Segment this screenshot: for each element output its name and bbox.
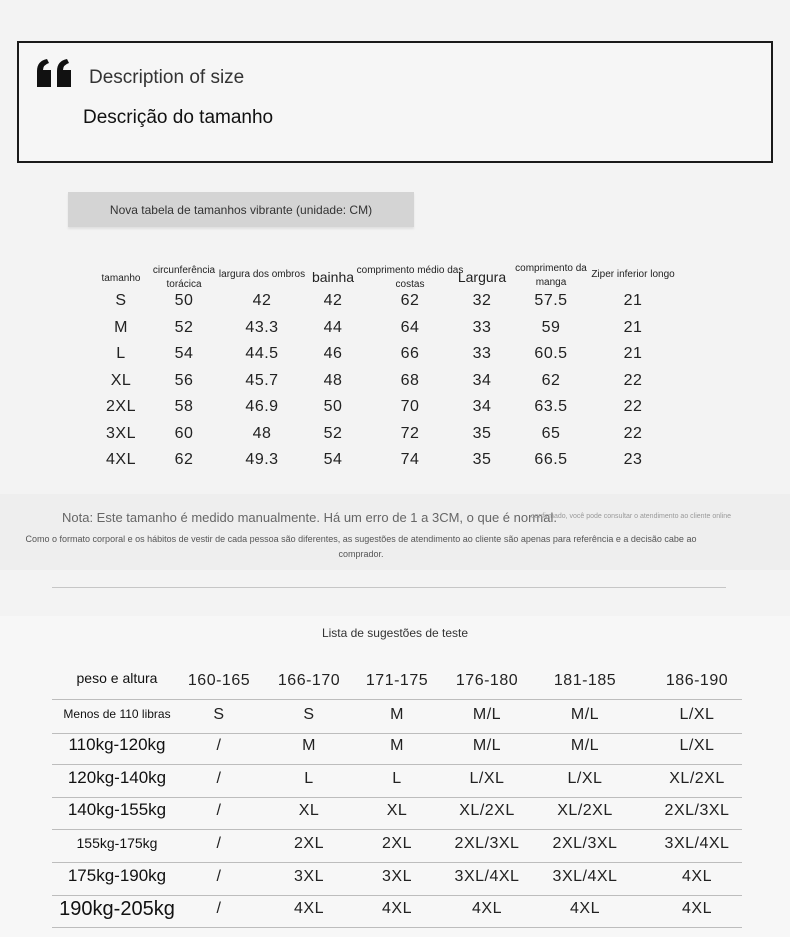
recommendation-size-cell: XL/2XL bbox=[669, 770, 725, 787]
size-table-cell: 44 bbox=[323, 318, 343, 336]
size-table-row bbox=[80, 398, 700, 424]
recommendation-size-cell: L/XL bbox=[679, 706, 715, 723]
recommendation-size-cell: / bbox=[216, 835, 222, 852]
recommendation-row-label: 140kg-155kg bbox=[67, 800, 167, 819]
recommendation-size-cell: L bbox=[392, 770, 402, 787]
recommendation-size-cell: 2XL bbox=[382, 835, 412, 852]
recommendation-size-cell: 4XL bbox=[382, 900, 412, 917]
recommendation-row-label: 175kg-190kg bbox=[67, 866, 167, 885]
recommendation-size-cell: 2XL/3XL bbox=[664, 802, 730, 819]
recommendation-row bbox=[52, 831, 742, 863]
size-table-cell: 4XL bbox=[106, 451, 136, 468]
size-table-cell: 66.5 bbox=[534, 451, 568, 468]
size-table-cell: 49.3 bbox=[245, 451, 279, 468]
note-small-text: confirmado, você pode consultar o atendimento ao cliente online bbox=[531, 513, 732, 520]
size-table-cell: 46 bbox=[323, 345, 343, 362]
recommendation-row-label: 155kg-175kg bbox=[76, 835, 158, 851]
size-table-row bbox=[80, 292, 700, 318]
title-english: Description of size bbox=[89, 67, 245, 88]
recommendation-title: Lista de sugestões de teste bbox=[321, 626, 469, 640]
size-table-cell: 60.5 bbox=[534, 345, 568, 362]
recommendation-size-cell: 3XL bbox=[382, 868, 412, 885]
size-table-cell: XL bbox=[110, 371, 132, 389]
size-table-cell: 46.9 bbox=[245, 398, 279, 415]
recommendation-size-cell: 2XL/3XL bbox=[454, 835, 520, 852]
size-table-row bbox=[80, 425, 700, 451]
recommendation-size-cell: 4XL bbox=[472, 900, 502, 917]
size-table-row bbox=[80, 372, 700, 398]
recommendation-row bbox=[52, 702, 742, 734]
recommendation-row bbox=[52, 766, 742, 798]
size-table-cell: 33 bbox=[472, 345, 492, 362]
size-table-cell: 58 bbox=[174, 398, 194, 415]
recommendation-size-cell: / bbox=[216, 802, 222, 819]
size-table-cell: 2XL bbox=[106, 398, 136, 415]
size-table-cell: 63.5 bbox=[534, 398, 568, 415]
note-section bbox=[0, 494, 790, 570]
size-table-cell: 44.5 bbox=[245, 345, 279, 362]
size-table-row bbox=[80, 451, 700, 477]
size-table-header-6: comprimento da manga bbox=[515, 263, 587, 288]
size-table-cell: 54 bbox=[323, 451, 343, 468]
size-table-cell: 50 bbox=[174, 292, 194, 309]
row-separator bbox=[52, 829, 742, 830]
size-table-cell: 50 bbox=[323, 398, 343, 415]
size-table-cell: 48 bbox=[252, 424, 272, 442]
recommendation-size-cell: M bbox=[390, 737, 404, 754]
size-table-cell: 43.3 bbox=[245, 318, 279, 336]
recommendation-size-cell: L/XL bbox=[469, 770, 505, 787]
size-table-cell: 70 bbox=[400, 398, 420, 415]
size-table-cell: 22 bbox=[623, 424, 643, 442]
recommendation-height-range: 176-180 bbox=[455, 672, 519, 689]
header-box bbox=[17, 41, 773, 163]
size-table-cell: 65 bbox=[541, 424, 561, 442]
size-table-cell: 42 bbox=[252, 292, 272, 309]
size-table-banner: Nova tabela de tamanhos vibrante (unidade: CM) bbox=[68, 192, 414, 227]
recommendation-height-range: 171-175 bbox=[365, 672, 429, 689]
size-table-header-2: largura dos ombros bbox=[218, 269, 306, 280]
recommendation-size-cell: 4XL bbox=[294, 900, 324, 917]
size-table-cell: 74 bbox=[400, 451, 420, 468]
size-table-header-4: comprimento médio das costas bbox=[356, 265, 464, 290]
size-table-cell: 23 bbox=[623, 451, 643, 468]
size-table-cell: 52 bbox=[323, 424, 343, 442]
size-table-cell: S bbox=[115, 292, 127, 309]
recommendation-size-cell: L/XL bbox=[567, 770, 603, 787]
size-table-header-1: circunferência torácica bbox=[152, 265, 216, 290]
recommendation-row-label: 110kg-120kg bbox=[68, 735, 166, 754]
size-table-cell: 35 bbox=[472, 451, 492, 468]
recommendation-size-cell: L/XL bbox=[679, 737, 715, 754]
quote-icon bbox=[35, 57, 75, 87]
row-separator bbox=[52, 764, 742, 765]
size-table-header-5: Largura bbox=[457, 269, 507, 285]
note-main-text: Nota: Este tamanho é medido manualmente. Há um erro de 1 a 3CM, o que é normal. bbox=[62, 510, 557, 525]
size-table-cell: 60 bbox=[174, 424, 194, 442]
recommendation-size-cell: 3XL/4XL bbox=[664, 835, 730, 852]
size-table-cell: 35 bbox=[472, 424, 492, 442]
recommendation-size-cell: L bbox=[304, 770, 314, 787]
size-table-cell: 68 bbox=[400, 371, 420, 389]
recommendation-size-cell: S bbox=[213, 706, 225, 723]
recommendation-size-cell: M bbox=[390, 706, 404, 723]
size-table-cell: 21 bbox=[623, 345, 643, 362]
size-table-cell: 22 bbox=[623, 398, 643, 415]
size-table-header-0: tamanho bbox=[101, 273, 141, 284]
size-table-cell: 62 bbox=[541, 371, 561, 389]
size-table-header-3: bainha bbox=[311, 269, 355, 285]
recommendation-size-cell: / bbox=[216, 900, 222, 917]
note-body-text: Como o formato corporal e os hábitos de vestir de cada pessoa são diferentes, as sugestões de atendimento ao cliente são apenas para referência e a decisão cabe ao comprador. bbox=[25, 534, 697, 559]
size-table-cell: 3XL bbox=[106, 424, 136, 442]
title-portuguese: Descrição do tamanho bbox=[83, 107, 274, 128]
recommendation-size-cell: XL/2XL bbox=[459, 802, 515, 819]
recommendation-size-cell: XL/2XL bbox=[557, 802, 613, 819]
recommendation-size-cell: M/L bbox=[472, 737, 502, 754]
size-table-cell: 57.5 bbox=[534, 292, 568, 309]
recommendation-header-row bbox=[52, 668, 742, 700]
size-table-cell: 62 bbox=[174, 451, 194, 468]
recommendation-size-cell: M/L bbox=[570, 737, 600, 754]
size-table-cell: 22 bbox=[623, 371, 643, 389]
recommendation-size-cell: M/L bbox=[472, 706, 502, 723]
size-table-cell: 52 bbox=[174, 318, 194, 336]
recommendation-size-cell: M bbox=[302, 737, 316, 754]
size-table-cell: 56 bbox=[174, 371, 194, 389]
size-table-cell: 59 bbox=[541, 318, 561, 336]
recommendation-row-label: 120kg-140kg bbox=[67, 768, 167, 787]
recommendation-height-range: 160-165 bbox=[187, 672, 251, 689]
recommendation-size-cell: / bbox=[216, 770, 222, 787]
size-table-header-7: Ziper inferior longo bbox=[591, 269, 675, 280]
recommendation-row-label: Menos de 110 libras bbox=[63, 707, 171, 721]
size-table-cell: 32 bbox=[472, 292, 492, 309]
recommendation-size-cell: 4XL bbox=[682, 868, 712, 885]
size-table-cell: 42 bbox=[323, 292, 343, 309]
size-table-row bbox=[80, 345, 700, 371]
size-table-cell: 48 bbox=[323, 371, 343, 389]
recommendation-row bbox=[52, 733, 742, 765]
size-table-cell: 34 bbox=[472, 371, 492, 389]
recommendation-size-cell: XL bbox=[386, 802, 408, 819]
recommendation-size-cell: M/L bbox=[570, 706, 600, 723]
row-separator bbox=[52, 862, 742, 863]
size-table-cell: M bbox=[114, 318, 128, 336]
row-separator bbox=[52, 699, 742, 700]
size-table-cell: 62 bbox=[400, 292, 420, 309]
recommendation-size-cell: / bbox=[216, 737, 222, 754]
recommendation-size-cell: 2XL/3XL bbox=[552, 835, 618, 852]
size-table-cell: 33 bbox=[472, 318, 492, 336]
recommendation-size-cell: 3XL/4XL bbox=[552, 868, 618, 885]
recommendation-row bbox=[52, 896, 742, 928]
recommendation-size-cell: XL bbox=[298, 802, 320, 819]
size-table-cell: 54 bbox=[174, 345, 194, 362]
recommendation-size-cell: 4XL bbox=[682, 900, 712, 917]
recommendation-row bbox=[52, 864, 742, 896]
row-separator bbox=[52, 927, 742, 928]
size-table-cell: 21 bbox=[623, 292, 643, 309]
size-table-cell: L bbox=[116, 345, 126, 362]
size-table-cell: 66 bbox=[400, 345, 420, 362]
recommendation-size-cell: / bbox=[216, 868, 222, 885]
recommendation-size-cell: 3XL bbox=[294, 868, 324, 885]
size-table-cell: 72 bbox=[400, 424, 420, 442]
recommendation-size-cell: 2XL bbox=[294, 835, 324, 852]
size-table-cell: 34 bbox=[472, 398, 492, 415]
recommendation-height-range: 166-170 bbox=[277, 672, 341, 689]
recommendation-height-range: 186-190 bbox=[665, 672, 729, 689]
recommendation-height-range: 181-185 bbox=[553, 672, 617, 689]
divider bbox=[52, 587, 726, 588]
recommendation-size-cell: S bbox=[303, 706, 315, 723]
size-table-cell: 21 bbox=[623, 318, 643, 336]
size-table-cell: 45.7 bbox=[245, 371, 279, 389]
recommendation-row-label: 190kg-205kg bbox=[59, 898, 175, 920]
recommendation-size-cell: 4XL bbox=[570, 900, 600, 917]
recommendation-size-cell: 3XL/4XL bbox=[454, 868, 520, 885]
size-table-row bbox=[80, 319, 700, 345]
recommendation-row-label: peso e altura bbox=[76, 670, 158, 686]
recommendation-row bbox=[52, 798, 742, 830]
size-table-cell: 64 bbox=[400, 318, 420, 336]
